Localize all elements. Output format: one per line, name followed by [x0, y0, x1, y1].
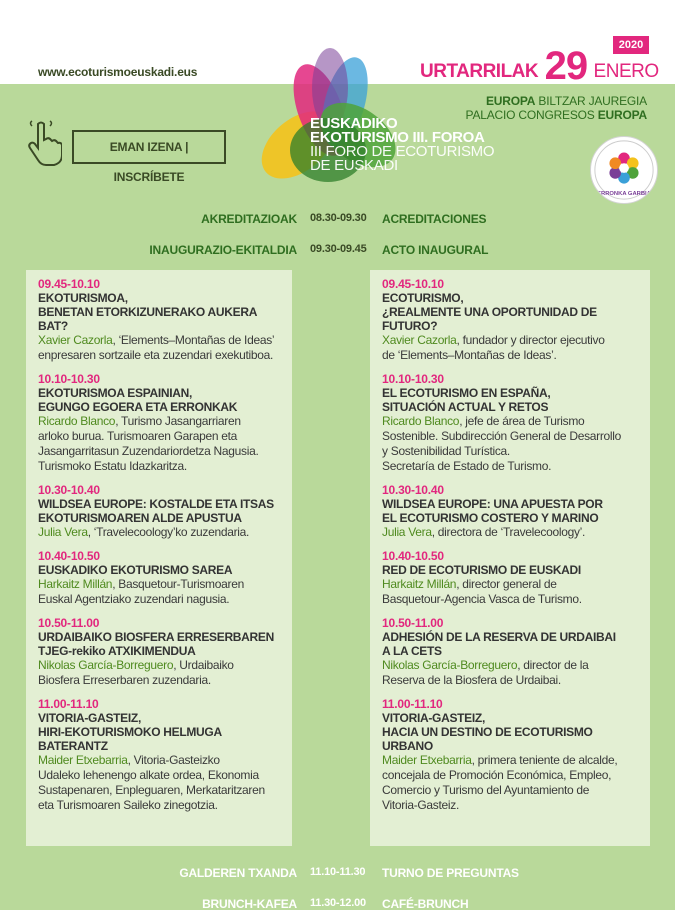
event-date: [420, 44, 659, 88]
session-es-2: 10.10-10.30 EL ECOTURISMO EN ESPAÑA, SITUACIÓN ACTUAL Y RETOS Ricardo Blanco, jefe de área de Turismo Sostenible. Subdirección General de Desarrollo y Sostenibilidad Turística. Secretaría de Estado de Turismo.: [382, 372, 622, 473]
day: 29: [544, 44, 588, 88]
session-eu-1: 09.45-10.10 EKOTURISMOA, BENETAN ETORKIZUNERAKO AUKERA BAT? Xavier Cazorla, ‘Elements–Montañas de Ideas’ enpresaren sortzaile eta zuzendari exekutiboa.: [38, 277, 275, 362]
session-eu-4: 10.40-10.50 EUSKADIKO EKOTURISMO SAREA Harkaitz Millán, Basquetour-Turismoaren Euskal Agentziako zuzendari nagusia.: [38, 549, 244, 606]
clean-challenge-seal: [590, 136, 658, 204]
session-eu-6: 11.00-11.10 VITORIA-GASTEIZ, HIRI-EKOTURISMOKO HELMUGA BATERANTZ Maider Etxebarria, Vitoria-Gasteizko Udaleko lehenengo alkate ordea, Ekonomia Sustapenaren, Enpleguaren, Merkataritzaren eta Turismoaren Saileko zinegotzia.: [38, 697, 265, 812]
month-es: ENERO: [593, 61, 659, 82]
month-eu: URTARRILAK: [420, 61, 539, 82]
session-eu-5: 10.50-11.00 URDAIBAIKO BIOSFERA ERRESERBAREN TJEG-rekiko ATXIKIMENDUA Nikolas García-Borreguero, Urdaibaiko Biosfera Erreserbaren zuzendaria.: [38, 616, 274, 687]
svg-text:ERRONKA GARBIA: ERRONKA GARBIA: [597, 191, 651, 198]
pointer-hand-icon: [26, 120, 62, 166]
forum-title: EUSKADIKO EKOTURISMO III. FOROA III FORO DE ECOTURISMO DE EUSKADI: [310, 115, 495, 174]
session-es-4: 10.40-10.50 RED DE ECOTURISMO DE EUSKADI Harkaitz Millán, director general de Basquetour-Agencia Vasca de Turismo.: [382, 549, 582, 606]
venue: EUROPA BILTZAR JAUREGIA PALACIO CONGRESOS EUROPA: [465, 94, 647, 122]
register-button[interactable]: EMAN IZENA | INSCRÍBETE: [72, 130, 226, 164]
session-es-1: 09.45-10.10 ECOTURISMO, ¿REALMENTE UNA OPORTUNIDAD DE FUTURO? Xavier Cazorla, fundador y director ejecutivo de ‘Elements–Montañas de Ideas’.: [382, 277, 605, 362]
session-es-5: 10.50-11.00 ADHESIÓN DE LA RESERVA DE URDAIBAI A LA CETS Nikolas García-Borreguero, director de la Reserva de la Biosfera de Urdaibai.: [382, 616, 616, 687]
program-column-eu: [26, 270, 292, 846]
session-eu-3: 10.30-10.40 WILDSEA EUROPE: KOSTALDE ETA ITSAS EKOTURISMOAREN ALDE APUSTUA Julia Vera, ‘Travelecoology’ko zuzendaria.: [38, 483, 274, 539]
website-url[interactable]: www.ecoturismoeuskadi.eus: [38, 65, 198, 79]
session-es-3: 10.30-10.40 WILDSEA EUROPE: UNA APUESTA POR EL ECOTURISMO COSTERO Y MARINO Julia Vera, directora de ‘Travelecoology’.: [382, 483, 603, 539]
session-eu-2: 10.10-10.30 EKOTURISMOA ESPAINIAN, EGUNGO EGOERA ETA ERRONKAK Ricardo Blanco, Turismo Jasangarriaren arloko burua. Turismoaren Garapen eta Jasangarritasun Zuzendariordetza Nagusia. Turismoko Estatu Idazkaritza.: [38, 372, 259, 473]
session-es-6: 11.00-11.10 VITORIA-GASTEIZ, HACIA UN DESTINO DE ECOTURISMO URBANO Maider Etxebarria, primera teniente de alcalde, concejala de Promoción Económica, Empleo, Comercio y Turismo del Ayuntamiento de Vitoria-Gasteiz.: [382, 697, 618, 812]
year-badge: 2020: [613, 36, 649, 54]
program-column-es: [370, 270, 650, 846]
